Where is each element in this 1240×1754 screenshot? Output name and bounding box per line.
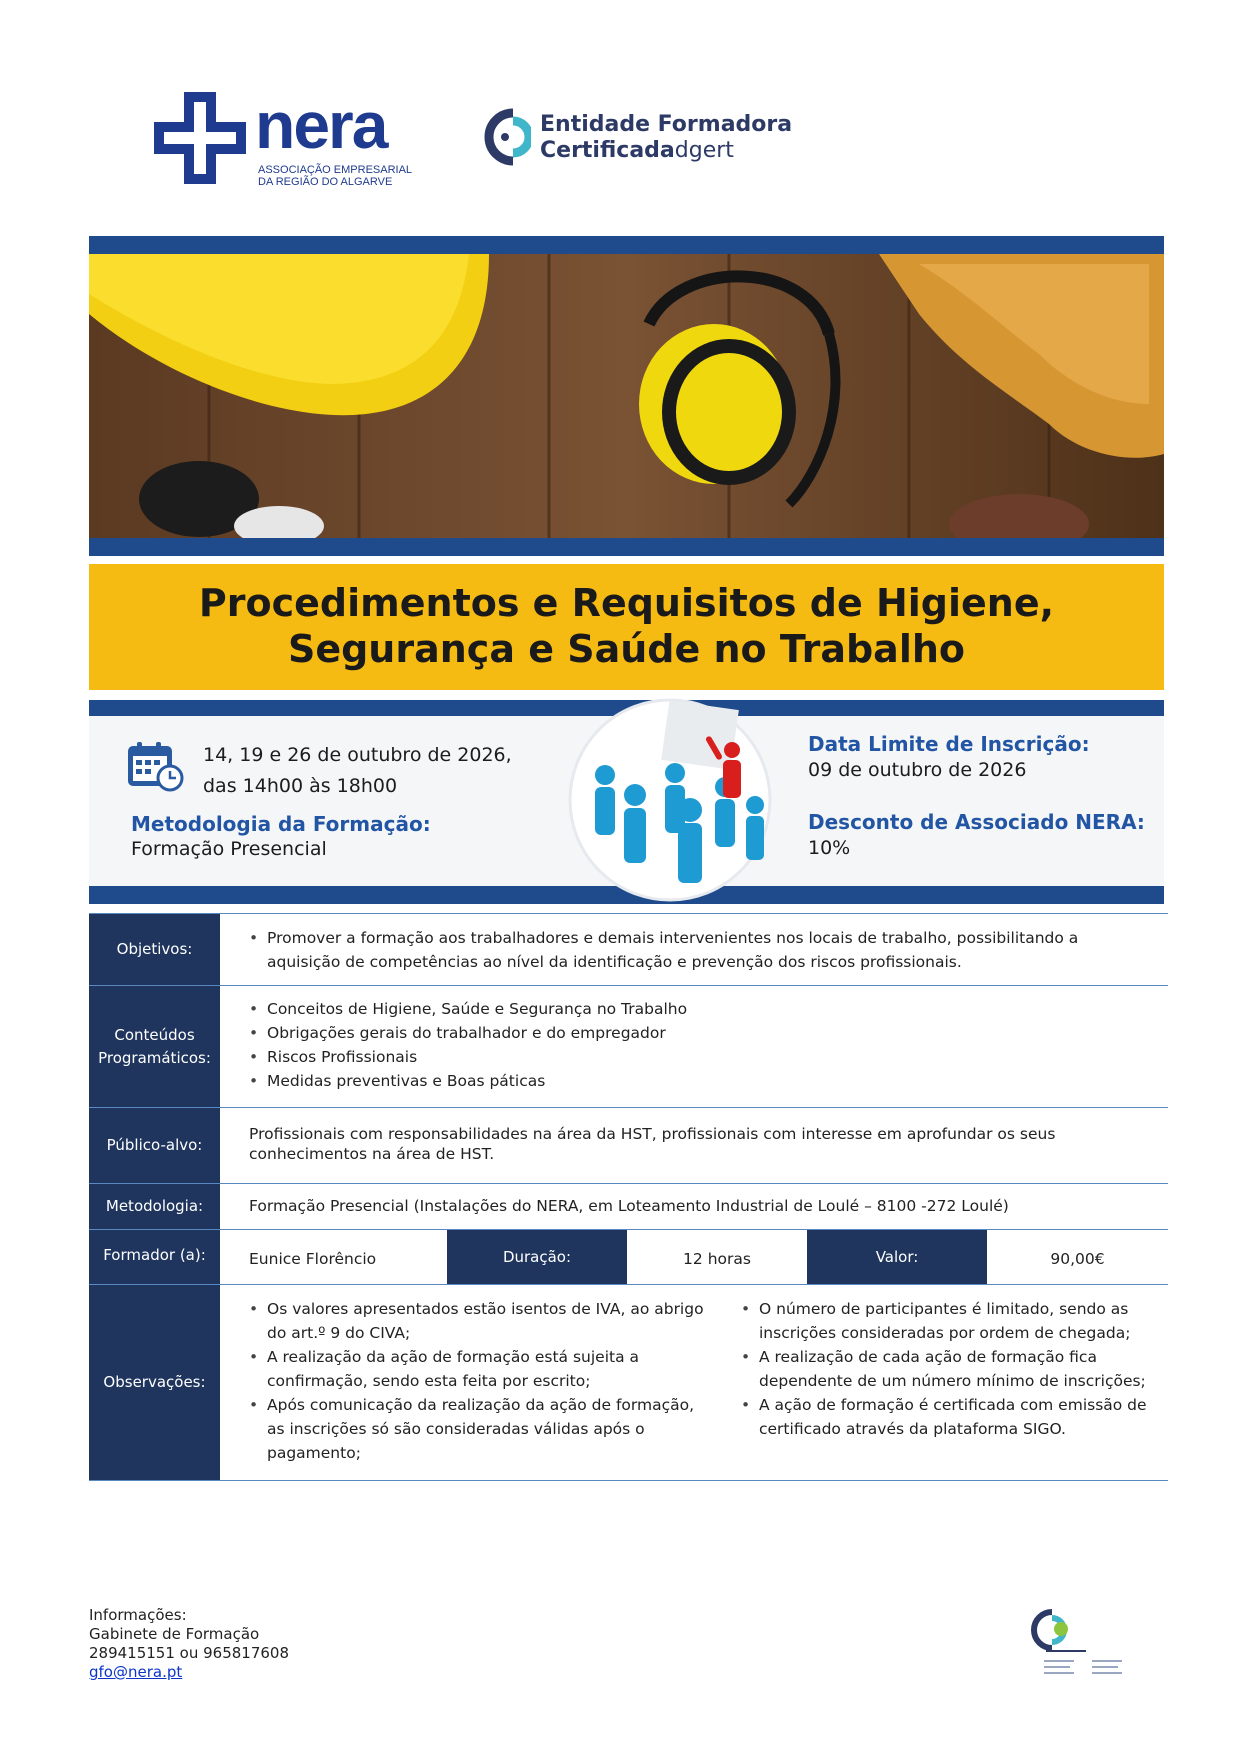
row-conteudos (89, 986, 1168, 1108)
label-observacoes: Observações: (89, 1285, 220, 1480)
methodology-value: Formação Presencial (131, 838, 327, 860)
dgert-certification-text: Entidade Formadora Certificadadgert (540, 112, 793, 163)
label-objetivos: Objetivos: (89, 914, 220, 985)
contact-info: Informações: Gabinete de Formação 289415151 ou 965817608 gfo@nera.pt (89, 1606, 290, 1681)
list-item: • Conceitos de Higiene, Saúde e Segurança no Trabalho (267, 997, 1149, 1021)
duracao-value: 12 horas (683, 1250, 751, 1268)
discount-value: 10% (808, 837, 851, 859)
formador-value: Eunice Florêncio (249, 1250, 377, 1268)
discount-heading: Desconto de Associado NERA: (808, 810, 1145, 834)
label-valor: Valor: (807, 1230, 987, 1284)
label-publico: Público-alvo: (89, 1108, 220, 1183)
calendar-clock-icon (126, 740, 186, 792)
banner-middle-bar (89, 538, 1164, 556)
metodologia-content: Formação Presencial (Instalações do NERA, em Loteamento Industrial de Loulé – 8100 -272 Loulé) (249, 1197, 1009, 1215)
nera-subtitle: ASSOCIAÇÃO EMPRESARIAL DA REGIÃO DO ALGARVE (258, 164, 413, 188)
methodology-heading: Metodologia da Formação: (131, 812, 431, 836)
list-item: • A realização de cada ação de formação fica dependente de um número mínimo de inscrições; (759, 1345, 1153, 1393)
nera-cross-logo (150, 88, 250, 188)
safety-equipment-photo (89, 254, 1164, 538)
row-observacoes (89, 1285, 1168, 1481)
list-item: • Medidas preventivas e Boas páticas (267, 1069, 1149, 1093)
banner-top-bar (89, 236, 1164, 254)
deadline-heading: Data Limite de Inscrição: (808, 732, 1090, 756)
deadline-value: 09 de outubro de 2026 (808, 759, 1027, 781)
list-item: • A realização da ação de formação está sujeita a confirmação, sendo esta feita por escrito; (267, 1345, 704, 1393)
team-leader-illustration (565, 695, 775, 905)
label-conteudos: Conteúdos Programáticos: (89, 986, 220, 1107)
observacoes-left (249, 1297, 704, 1465)
conteudos-content (249, 997, 1149, 1093)
objetivos-content: • Promover a formação aos trabalhadores e demais intervenientes nos locais de trabalho, possibilitando a aquisição de competências ao nível da identificação e prevenção dos riscos profissionais. (249, 926, 1149, 974)
list-item: • Obrigações gerais do trabalhador e do empregador (267, 1021, 1149, 1045)
label-metodologia: Metodologia: (89, 1184, 220, 1229)
row-objetivos (89, 913, 1168, 986)
list-item: • Após comunicação da realização da ação de formação, as inscrições só são consideradas válidas após o pagamento; (267, 1393, 704, 1465)
label-formador: Formador (a): (89, 1230, 220, 1284)
publico-content: Profissionais com responsabilidades na área da HST, profissionais com interesse em aprofundar os seus conhecimentos na área de HST. (249, 1125, 1056, 1163)
row-metodologia (89, 1184, 1168, 1230)
observacoes-right (741, 1297, 1153, 1441)
list-item: • O número de participantes é limitado, sendo as inscrições consideradas por ordem de chegada; (759, 1297, 1153, 1345)
row-formador (89, 1230, 1168, 1285)
list-item: • A ação de formação é certificada com emissão de certificado através da plataforma SIGO. (759, 1393, 1153, 1441)
course-details-table (89, 913, 1168, 1481)
certification-seal-icon (1026, 1608, 1136, 1684)
valor-value: 90,00€ (1050, 1250, 1105, 1268)
list-item: • Riscos Profissionais (267, 1045, 1149, 1069)
dgert-logo-icon (483, 107, 531, 167)
course-dates: 14, 19 e 26 de outubro de 2026, das 14h00 às 18h00 (203, 744, 512, 797)
list-item: • Os valores apresentados estão isentos de IVA, ao abrigo do art.º 9 do CIVA; (267, 1297, 704, 1345)
row-publico (89, 1108, 1168, 1184)
course-title: Procedimentos e Requisitos de Higiene, Segurança e Saúde no Trabalho (198, 581, 1055, 671)
nera-wordmark: nera (255, 88, 387, 162)
email-link[interactable]: gfo@nera.pt (89, 1663, 183, 1681)
label-duracao: Duração: (447, 1230, 627, 1284)
